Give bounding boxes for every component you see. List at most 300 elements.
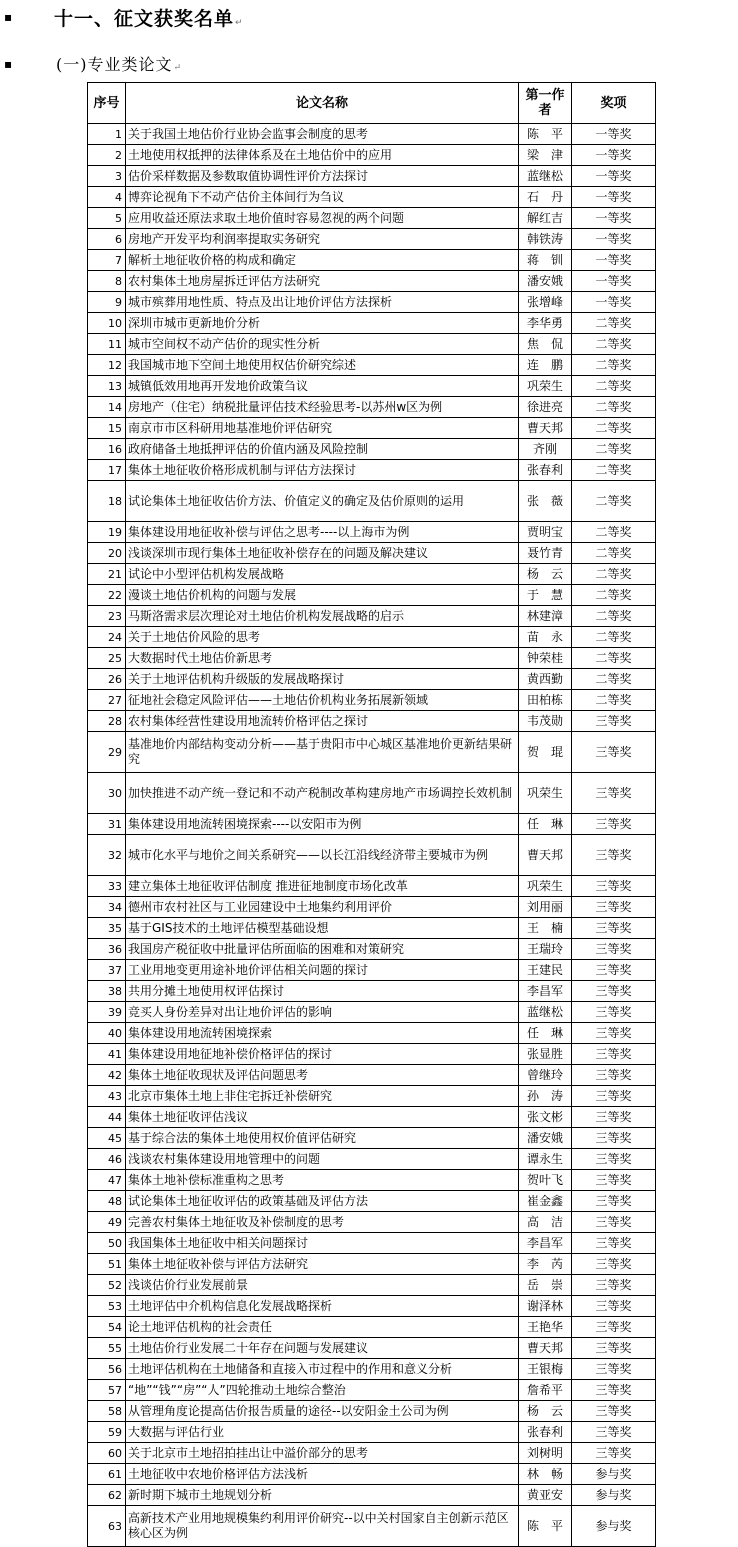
row-author: 林建漳 <box>519 606 572 627</box>
row-title: 房地产开发平均利润率提取实务研究 <box>126 229 519 250</box>
row-title: 新时期下城市土地规划分析 <box>126 1485 519 1506</box>
row-title: 集体建设用地征收补偿与评估之思考----以上海市为例 <box>126 522 519 543</box>
row-seq: 22 <box>88 585 126 606</box>
row-author: 崔金鑫 <box>519 1191 572 1212</box>
row-seq: 33 <box>88 876 126 897</box>
row-award: 三等奖 <box>572 876 656 897</box>
row-award: 三等奖 <box>572 1233 656 1254</box>
row-author: 聂竹青 <box>519 543 572 564</box>
row-title: 土地评估中介机构信息化发展战略探析 <box>126 1296 519 1317</box>
row-title: 土地使用权抵押的法律体系及在土地估价中的应用 <box>126 145 519 166</box>
row-title: 城市殡葬用地性质、特点及出让地价评估方法探析 <box>126 292 519 313</box>
row-author: 曹天邦 <box>519 835 572 876</box>
row-author: 张 薇 <box>519 481 572 522</box>
table-row <box>88 835 656 876</box>
row-author: 韦茂勋 <box>519 711 572 732</box>
row-author: 谭永生 <box>519 1149 572 1170</box>
row-author: 张文彬 <box>519 1107 572 1128</box>
row-author: 巩荣生 <box>519 876 572 897</box>
table-row <box>88 439 656 460</box>
table-row <box>88 1170 656 1191</box>
row-author: 岳 崇 <box>519 1275 572 1296</box>
row-author: 李昌军 <box>519 1233 572 1254</box>
table-row <box>88 1212 656 1233</box>
table-row <box>88 334 656 355</box>
row-title: 试论中小型评估机构发展战略 <box>126 564 519 585</box>
row-author: 张春利 <box>519 1422 572 1443</box>
row-seq: 47 <box>88 1170 126 1191</box>
row-title: 政府储备土地抵押评估的价值内涵及风险控制 <box>126 439 519 460</box>
table-row <box>88 1338 656 1359</box>
row-title: 集体建设用地流转困境探索 <box>126 1023 519 1044</box>
row-award: 三等奖 <box>572 1296 656 1317</box>
row-award: 二等奖 <box>572 481 656 522</box>
row-title: 估价采样数据及参数取值协调性评价方法探讨 <box>126 166 519 187</box>
row-seq: 32 <box>88 835 126 876</box>
row-seq: 49 <box>88 1212 126 1233</box>
row-award: 参与奖 <box>572 1506 656 1547</box>
row-author: 钟荣桂 <box>519 648 572 669</box>
table-row <box>88 145 656 166</box>
table-row <box>88 1086 656 1107</box>
row-title: 建立集体土地征收评估制度 推进征地制度市场化改革 <box>126 876 519 897</box>
row-author: 王艳华 <box>519 1317 572 1338</box>
row-seq: 23 <box>88 606 126 627</box>
table-row <box>88 1191 656 1212</box>
row-title: 土地征收中农地价格评估方法浅析 <box>126 1464 519 1485</box>
row-seq: 28 <box>88 711 126 732</box>
table-row <box>88 711 656 732</box>
section-subheading: (一)专业类论文↵ <box>56 55 183 74</box>
row-author: 李 芮 <box>519 1254 572 1275</box>
row-title: 博弈论视角下不动产估价主体间行为刍议 <box>126 187 519 208</box>
row-title: 集体土地征收补偿与评估方法研究 <box>126 1254 519 1275</box>
table-row <box>88 814 656 835</box>
row-author: 齐刚 <box>519 439 572 460</box>
row-author: 王银梅 <box>519 1359 572 1380</box>
row-seq: 8 <box>88 271 126 292</box>
row-title: 征地社会稳定风险评估——土地估价机构业务拓展新领域 <box>126 690 519 711</box>
row-title: 基于综合法的集体土地使用权价值评估研究 <box>126 1128 519 1149</box>
row-author: 田柏栋 <box>519 690 572 711</box>
row-seq: 31 <box>88 814 126 835</box>
table-row <box>88 585 656 606</box>
row-title: 我国城市地下空间土地使用权估价研究综述 <box>126 355 519 376</box>
row-author: 潘安娥 <box>519 1128 572 1149</box>
row-award: 三等奖 <box>572 1002 656 1023</box>
row-author: 徐进亮 <box>519 397 572 418</box>
row-seq: 56 <box>88 1359 126 1380</box>
row-title: 农村集体经营性建设用地流转价格评估之探讨 <box>126 711 519 732</box>
row-award: 三等奖 <box>572 1212 656 1233</box>
row-award: 三等奖 <box>572 1338 656 1359</box>
row-award: 二等奖 <box>572 460 656 481</box>
row-author: 苗 永 <box>519 627 572 648</box>
row-title: 深圳市城市更新地价分析 <box>126 313 519 334</box>
row-seq: 48 <box>88 1191 126 1212</box>
row-award: 三等奖 <box>572 1170 656 1191</box>
table-row <box>88 1107 656 1128</box>
award-table <box>87 82 656 1547</box>
row-seq: 18 <box>88 481 126 522</box>
row-award: 参与奖 <box>572 1485 656 1506</box>
row-author: 巩荣生 <box>519 376 572 397</box>
row-title: 关于土地估价风险的思考 <box>126 627 519 648</box>
row-title: 我国房产税征收中批量评估所面临的困难和对策研究 <box>126 939 519 960</box>
row-seq: 10 <box>88 313 126 334</box>
row-seq: 37 <box>88 960 126 981</box>
table-row <box>88 124 656 145</box>
row-award: 二等奖 <box>572 627 656 648</box>
row-title: 浅谈农村集体建设用地管理中的问题 <box>126 1149 519 1170</box>
row-award: 三等奖 <box>572 814 656 835</box>
row-award: 三等奖 <box>572 1380 656 1401</box>
row-title: 论土地评估机构的社会责任 <box>126 1317 519 1338</box>
row-author: 焦 侃 <box>519 334 572 355</box>
row-seq: 57 <box>88 1380 126 1401</box>
row-award: 三等奖 <box>572 1107 656 1128</box>
table-row <box>88 1401 656 1422</box>
row-award: 一等奖 <box>572 187 656 208</box>
row-award: 三等奖 <box>572 981 656 1002</box>
table-row <box>88 1485 656 1506</box>
row-award: 一等奖 <box>572 271 656 292</box>
row-award: 三等奖 <box>572 1443 656 1464</box>
row-award: 三等奖 <box>572 1275 656 1296</box>
row-seq: 36 <box>88 939 126 960</box>
row-seq: 54 <box>88 1317 126 1338</box>
row-author: 高 洁 <box>519 1212 572 1233</box>
row-seq: 16 <box>88 439 126 460</box>
row-author: 于 慧 <box>519 585 572 606</box>
row-seq: 40 <box>88 1023 126 1044</box>
row-title: 集体土地征收现状及评估问题思考 <box>126 1065 519 1086</box>
table-row <box>88 1044 656 1065</box>
row-seq: 26 <box>88 669 126 690</box>
table-row <box>88 981 656 1002</box>
row-seq: 53 <box>88 1296 126 1317</box>
row-title: 工业用地变更用途补地价评估相关问题的探讨 <box>126 960 519 981</box>
table-row <box>88 355 656 376</box>
row-title: 马斯洛需求层次理论对土地估价机构发展战略的启示 <box>126 606 519 627</box>
row-author: 任 琳 <box>519 1023 572 1044</box>
table-row <box>88 773 656 814</box>
row-award: 三等奖 <box>572 1422 656 1443</box>
table-row <box>88 669 656 690</box>
row-seq: 25 <box>88 648 126 669</box>
header-author: 第一作者 <box>519 83 572 124</box>
row-award: 二等奖 <box>572 334 656 355</box>
row-seq: 45 <box>88 1128 126 1149</box>
row-author: 林 畅 <box>519 1464 572 1485</box>
row-award: 二等奖 <box>572 564 656 585</box>
row-title: 关于土地评估机构升级版的发展战略探讨 <box>126 669 519 690</box>
row-title: 大数据时代土地估价新思考 <box>126 648 519 669</box>
table-row <box>88 522 656 543</box>
row-author: 张增峰 <box>519 292 572 313</box>
row-seq: 41 <box>88 1044 126 1065</box>
row-author: 蓝继松 <box>519 166 572 187</box>
row-award: 三等奖 <box>572 1317 656 1338</box>
row-seq: 62 <box>88 1485 126 1506</box>
row-award: 二等奖 <box>572 439 656 460</box>
row-award: 二等奖 <box>572 397 656 418</box>
row-author: 谢泽林 <box>519 1296 572 1317</box>
row-award: 二等奖 <box>572 543 656 564</box>
row-author: 黄亚安 <box>519 1485 572 1506</box>
table-row <box>88 1275 656 1296</box>
row-award: 三等奖 <box>572 835 656 876</box>
table-row <box>88 397 656 418</box>
row-author: 王 楠 <box>519 918 572 939</box>
row-seq: 50 <box>88 1233 126 1254</box>
row-title: 房地产（住宅）纳税批量评估技术经验思考-以苏州w区为例 <box>126 397 519 418</box>
row-award: 三等奖 <box>572 1401 656 1422</box>
table-row <box>88 1065 656 1086</box>
row-author: 孙 涛 <box>519 1086 572 1107</box>
row-seq: 12 <box>88 355 126 376</box>
table-row <box>88 250 656 271</box>
row-award: 三等奖 <box>572 918 656 939</box>
table-row <box>88 606 656 627</box>
table-row <box>88 918 656 939</box>
row-award: 参与奖 <box>572 1464 656 1485</box>
table-row <box>88 1002 656 1023</box>
row-seq: 35 <box>88 918 126 939</box>
row-author: 王建民 <box>519 960 572 981</box>
row-seq: 55 <box>88 1338 126 1359</box>
row-author: 韩铁涛 <box>519 229 572 250</box>
row-award: 一等奖 <box>572 292 656 313</box>
row-title: 基于GIS技术的土地评估模型基础设想 <box>126 918 519 939</box>
row-award: 一等奖 <box>572 208 656 229</box>
table-row <box>88 690 656 711</box>
row-title: 北京市集体土地上非住宅拆迁补偿研究 <box>126 1086 519 1107</box>
row-title: 城镇低效用地再开发地价政策刍议 <box>126 376 519 397</box>
row-author: 杨 云 <box>519 564 572 585</box>
table-row <box>88 627 656 648</box>
row-title: 漫谈土地估价机构的问题与发展 <box>126 585 519 606</box>
row-author: 任 琳 <box>519 814 572 835</box>
row-title: 高新技术产业用地规模集约利用评价研究--以中关村国家自主创新示范区核心区为例 <box>126 1506 519 1547</box>
row-author: 詹希平 <box>519 1380 572 1401</box>
row-title: 土地评估机构在土地储备和直接入市过程中的作用和意义分析 <box>126 1359 519 1380</box>
row-seq: 43 <box>88 1086 126 1107</box>
table-row <box>88 1380 656 1401</box>
row-author: 贺 琨 <box>519 732 572 773</box>
row-award: 二等奖 <box>572 606 656 627</box>
row-title: 应用收益还原法求取土地价值时容易忽视的两个问题 <box>126 208 519 229</box>
row-author: 曾继玲 <box>519 1065 572 1086</box>
row-title: 关于我国土地估价行业协会监事会制度的思考 <box>126 124 519 145</box>
row-award: 三等奖 <box>572 1128 656 1149</box>
table-row <box>88 1233 656 1254</box>
row-author: 刘树明 <box>519 1443 572 1464</box>
row-author: 李昌军 <box>519 981 572 1002</box>
row-author: 蒋 钏 <box>519 250 572 271</box>
bullet-marker: ▪ <box>4 10 13 24</box>
row-author: 贺叶飞 <box>519 1170 572 1191</box>
table-row <box>88 564 656 585</box>
table-row <box>88 292 656 313</box>
row-seq: 27 <box>88 690 126 711</box>
row-title: 集体土地征收价格形成机制与评估方法探讨 <box>126 460 519 481</box>
award-table-body <box>88 124 656 1547</box>
row-title: 试论集体土地征收估价方法、价值定义的确定及估价原则的运用 <box>126 481 519 522</box>
row-award: 一等奖 <box>572 145 656 166</box>
row-seq: 2 <box>88 145 126 166</box>
bullet-marker: ▪ <box>4 57 13 71</box>
row-title: 农村集体土地房屋拆迁评估方法研究 <box>126 271 519 292</box>
row-title: 完善农村集体土地征收及补偿制度的思考 <box>126 1212 519 1233</box>
row-seq: 58 <box>88 1401 126 1422</box>
table-row <box>88 376 656 397</box>
table-row <box>88 418 656 439</box>
row-award: 二等奖 <box>572 355 656 376</box>
row-title: 从管理角度论提高估价报告质量的途径--以安阳金土公司为例 <box>126 1401 519 1422</box>
table-row <box>88 897 656 918</box>
row-seq: 24 <box>88 627 126 648</box>
row-seq: 60 <box>88 1443 126 1464</box>
row-award: 二等奖 <box>572 376 656 397</box>
header-award: 奖项 <box>572 83 656 124</box>
row-author: 黄西勤 <box>519 669 572 690</box>
row-author: 石 丹 <box>519 187 572 208</box>
table-row <box>88 543 656 564</box>
row-title: 竞买人身份差异对出让地价评估的影响 <box>126 1002 519 1023</box>
row-seq: 51 <box>88 1254 126 1275</box>
row-title: 大数据与评估行业 <box>126 1422 519 1443</box>
row-author: 张春利 <box>519 460 572 481</box>
row-seq: 39 <box>88 1002 126 1023</box>
table-row <box>88 313 656 334</box>
row-title: 基准地价内部结构变动分析——基于贵阳市中心城区基准地价更新结果研究 <box>126 732 519 773</box>
table-row <box>88 460 656 481</box>
row-title: “地”“钱”“房”“人”四轮推动土地综合整治 <box>126 1380 519 1401</box>
row-seq: 3 <box>88 166 126 187</box>
table-row <box>88 1149 656 1170</box>
table-row <box>88 876 656 897</box>
row-seq: 42 <box>88 1065 126 1086</box>
row-award: 二等奖 <box>572 648 656 669</box>
row-award: 三等奖 <box>572 773 656 814</box>
table-row <box>88 1443 656 1464</box>
row-award: 三等奖 <box>572 897 656 918</box>
table-row <box>88 271 656 292</box>
row-seq: 19 <box>88 522 126 543</box>
row-author: 刘用丽 <box>519 897 572 918</box>
row-seq: 15 <box>88 418 126 439</box>
row-award: 三等奖 <box>572 939 656 960</box>
row-award: 一等奖 <box>572 124 656 145</box>
row-award: 二等奖 <box>572 313 656 334</box>
row-award: 三等奖 <box>572 711 656 732</box>
table-row <box>88 1317 656 1338</box>
row-author: 蓝继松 <box>519 1002 572 1023</box>
row-award: 二等奖 <box>572 522 656 543</box>
row-title: 集体建设用地征地补偿价格评估的探讨 <box>126 1044 519 1065</box>
table-row <box>88 960 656 981</box>
row-title: 城市化水平与地价之间关系研究——以长江沿线经济带主要城市为例 <box>126 835 519 876</box>
row-seq: 29 <box>88 732 126 773</box>
row-award: 三等奖 <box>572 1254 656 1275</box>
table-row <box>88 229 656 250</box>
table-row <box>88 187 656 208</box>
row-seq: 59 <box>88 1422 126 1443</box>
row-award: 二等奖 <box>572 418 656 439</box>
row-seq: 20 <box>88 543 126 564</box>
row-award: 三等奖 <box>572 1023 656 1044</box>
row-title: 浅谈估价行业发展前景 <box>126 1275 519 1296</box>
row-author: 陈 平 <box>519 124 572 145</box>
row-seq: 7 <box>88 250 126 271</box>
row-author: 解红吉 <box>519 208 572 229</box>
row-seq: 21 <box>88 564 126 585</box>
row-author: 梁 津 <box>519 145 572 166</box>
row-seq: 38 <box>88 981 126 1002</box>
row-title: 德州市农村社区与工业园建设中土地集约利用评价 <box>126 897 519 918</box>
row-title: 我国集体土地征收中相关问题探讨 <box>126 1233 519 1254</box>
row-author: 陈 平 <box>519 1506 572 1547</box>
row-title: 试论集体土地征收评估的政策基础及评估方法 <box>126 1191 519 1212</box>
row-title: 集体土地补偿标准重构之思考 <box>126 1170 519 1191</box>
row-award: 三等奖 <box>572 1065 656 1086</box>
row-seq: 6 <box>88 229 126 250</box>
row-title: 关于北京市土地招拍挂出让中溢价部分的思考 <box>126 1443 519 1464</box>
row-seq: 14 <box>88 397 126 418</box>
row-author: 巩荣生 <box>519 773 572 814</box>
row-author: 潘安娥 <box>519 271 572 292</box>
row-title: 城市空间权不动产估价的现实性分析 <box>126 334 519 355</box>
row-seq: 11 <box>88 334 126 355</box>
row-title: 土地估价行业发展二十年存在问题与发展建议 <box>126 1338 519 1359</box>
row-title: 浅谈深圳市现行集体土地征收补偿存在的问题及解决建议 <box>126 543 519 564</box>
row-author: 张显胜 <box>519 1044 572 1065</box>
row-seq: 5 <box>88 208 126 229</box>
table-row <box>88 1506 656 1547</box>
table-row <box>88 1296 656 1317</box>
row-title: 南京市市区科研用地基准地价评估研究 <box>126 418 519 439</box>
row-award: 二等奖 <box>572 690 656 711</box>
row-title: 共用分摊土地使用权评估探讨 <box>126 981 519 1002</box>
table-row <box>88 208 656 229</box>
table-row <box>88 732 656 773</box>
row-award: 二等奖 <box>572 669 656 690</box>
row-award: 三等奖 <box>572 960 656 981</box>
table-row <box>88 1464 656 1485</box>
row-award: 三等奖 <box>572 732 656 773</box>
row-award: 二等奖 <box>572 585 656 606</box>
row-seq: 46 <box>88 1149 126 1170</box>
row-seq: 34 <box>88 897 126 918</box>
row-author: 王瑞玲 <box>519 939 572 960</box>
row-seq: 17 <box>88 460 126 481</box>
table-row <box>88 1023 656 1044</box>
row-author: 杨 云 <box>519 1401 572 1422</box>
row-award: 三等奖 <box>572 1359 656 1380</box>
row-author: 贾明宝 <box>519 522 572 543</box>
header-title: 论文名称 <box>126 83 519 124</box>
row-award: 三等奖 <box>572 1191 656 1212</box>
row-title: 集体建设用地流转困境探索----以安阳市为例 <box>126 814 519 835</box>
row-seq: 52 <box>88 1275 126 1296</box>
table-row <box>88 1254 656 1275</box>
row-title: 解析土地征收价格的构成和确定 <box>126 250 519 271</box>
row-seq: 1 <box>88 124 126 145</box>
row-seq: 61 <box>88 1464 126 1485</box>
row-title: 加快推进不动产统一登记和不动产税制改革构建房地产市场调控长效机制 <box>126 773 519 814</box>
row-author: 曹天邦 <box>519 1338 572 1359</box>
